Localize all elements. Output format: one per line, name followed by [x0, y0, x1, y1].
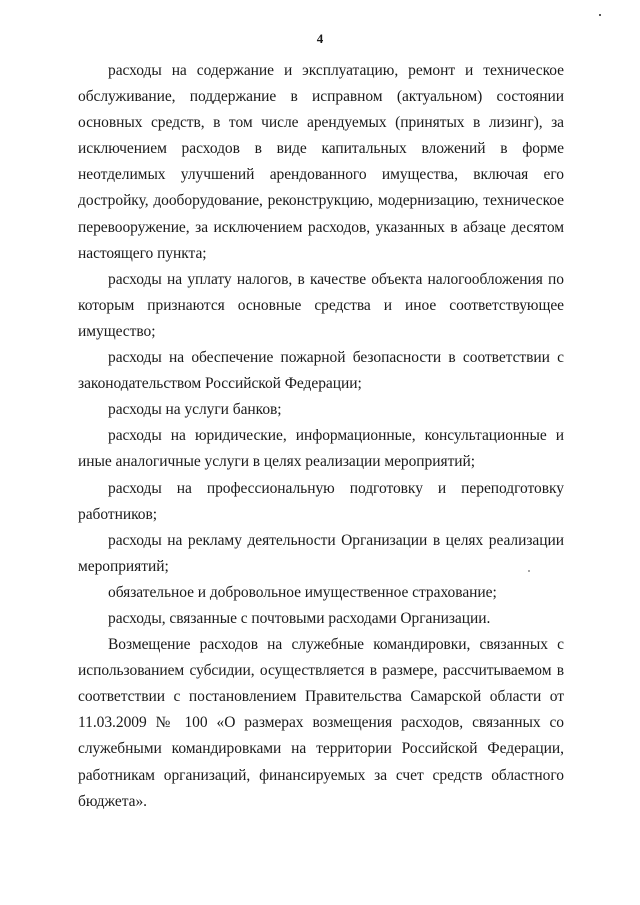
- paragraph-tax-expenses: расходы на уплату налогов, в качестве объекта налогообложения по которым признаются основные средства и иное соответствующее имущество;: [78, 270, 564, 340]
- paragraph-legal-services: расходы на юридические, информационные, консультационные и иные аналогичные услуги в целях реализации мероприятий;: [78, 427, 564, 471]
- document-body: [78, 58, 564, 815]
- paragraph-insurance: обязательное и добровольное имущественное страхование;: [108, 583, 497, 601]
- scan-mark: [599, 14, 601, 16]
- paragraph-bank-services: расходы на услуги банков;: [108, 401, 282, 419]
- paragraph-advertising-expenses: расходы на рекламу деятельности Организации в целях реализации мероприятий;: [78, 531, 564, 575]
- page-number: 4: [316, 31, 324, 46]
- paragraph-postal-expenses: расходы, связанные с почтовыми расходами Организации.: [108, 609, 491, 627]
- paragraph-maintenance-expenses: расходы на содержание и эксплуатацию, ремонт и техническое обслуживание, поддержание в исправном (актуальном) состоянии основных средств, в том числе арендуемых (принятых в лизинг), за исключением расходов в виде капитальных вложений в форме неотделимых улучшений арендованного имущества, включая его достройку, дооборудование, реконструкцию, модернизацию, техническое перевооружение, за исключением расходов, указанных в абзаце десятом настоящего пункта;: [78, 62, 564, 262]
- paragraph-training-expenses: расходы на профессиональную подготовку и переподготовку работников;: [78, 479, 564, 523]
- paragraph-travel-reimbursement: Возмещение расходов на служебные командировки, связанных с использованием субсидии, осуществляется в размере, рассчитываемом в соответствии с постановлением Правительства Самарской области от 11.03.2009 № 100 «О размерах возмещения расходов, связанных со служебными командировками на территории Российской Федерации, работникам организаций, финансируемых за счет средств областного бюджета».: [78, 636, 564, 810]
- paragraph-fire-safety-expenses: расходы на обеспечение пожарной безопасности в соответствии с законодательством Российской Федерации;: [78, 349, 564, 393]
